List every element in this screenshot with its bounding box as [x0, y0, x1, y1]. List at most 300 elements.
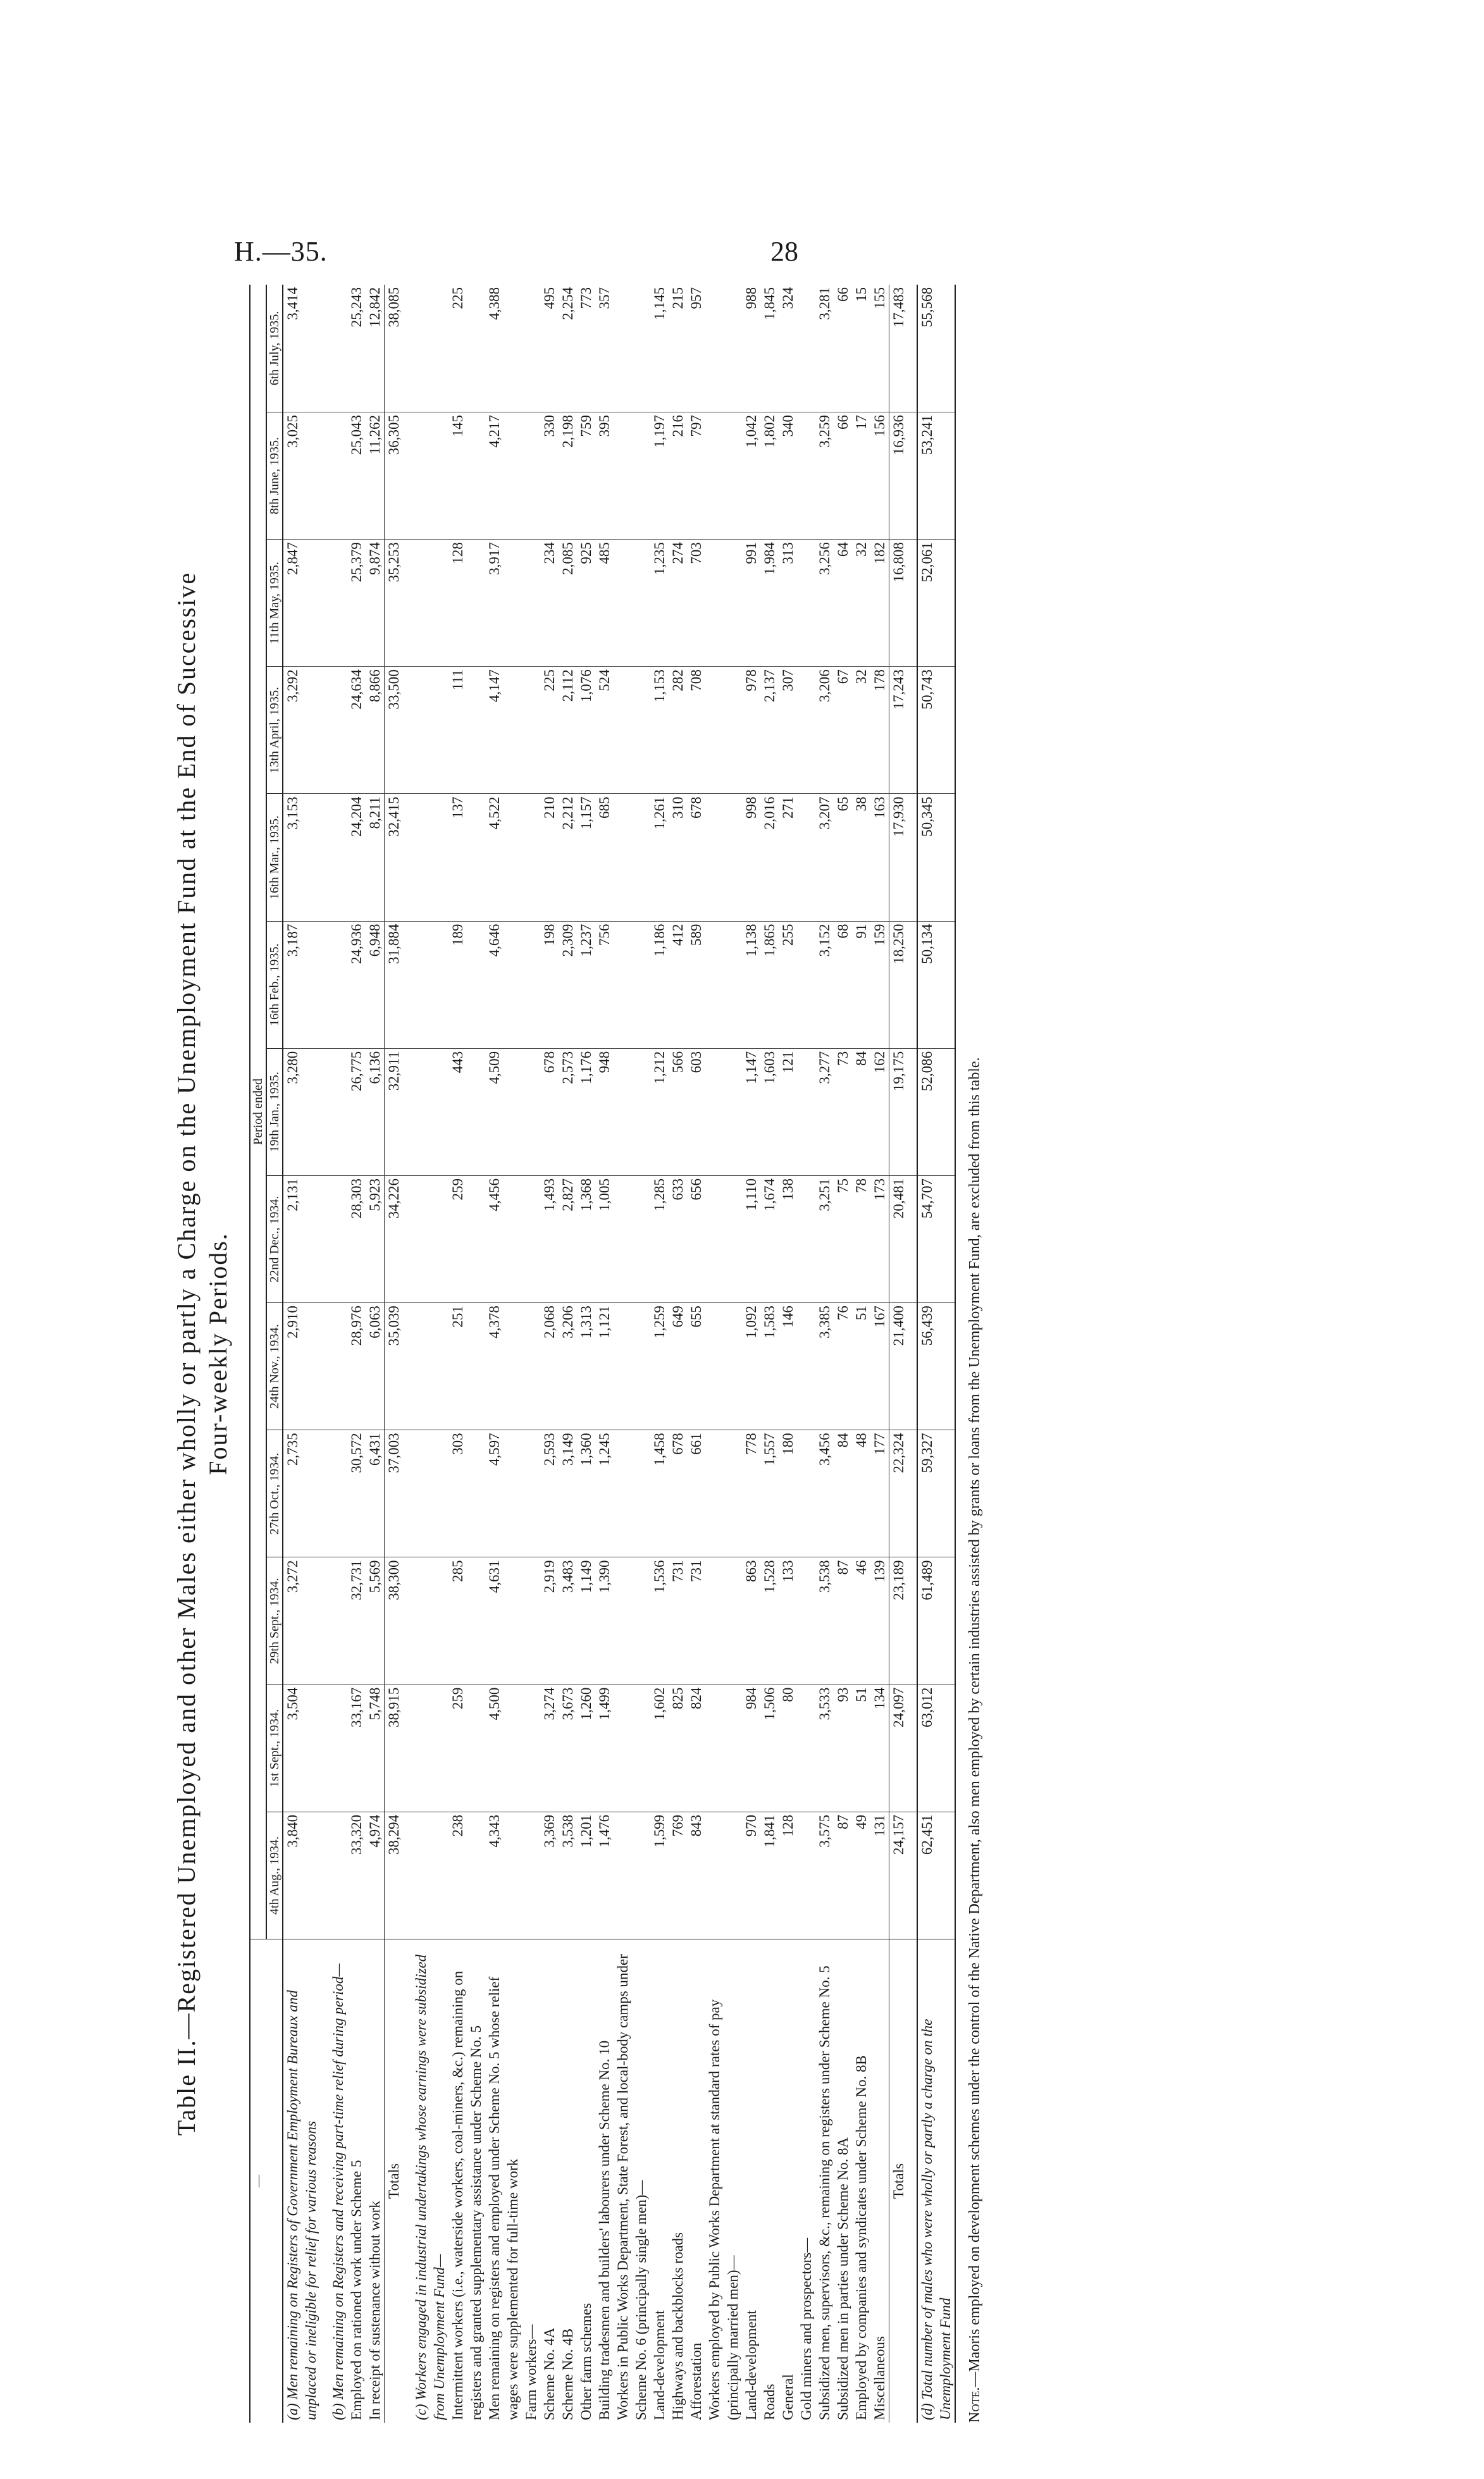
period-column-header: 27th Oct., 1934. [266, 1430, 283, 1557]
value-cell: 1,603 [760, 1048, 779, 1175]
value-cell: 133 [779, 1557, 797, 1685]
value-cell: 131 [870, 1812, 889, 1939]
spacer-row [908, 285, 917, 2423]
totals-row [889, 285, 908, 2423]
value-cell: 182 [870, 540, 889, 667]
value-cell: 35,039 [385, 1303, 404, 1430]
value-cell [522, 412, 540, 539]
value-cell [705, 1430, 742, 1557]
value-cell: 48 [852, 1430, 870, 1557]
row-label: Other farm schemes [577, 1939, 595, 2423]
period-column-header: 1st Sept., 1934. [266, 1685, 283, 1812]
value-cell [320, 1557, 329, 1685]
value-cell [329, 794, 347, 921]
value-cell: 3,414 [283, 285, 320, 412]
value-cell: 1,476 [595, 1812, 614, 1939]
value-cell: 1,841 [760, 1812, 779, 1939]
table-row [760, 285, 779, 2423]
value-cell [522, 1048, 540, 1175]
value-cell: 61,489 [917, 1557, 955, 1685]
value-cell [908, 794, 917, 921]
value-cell: 3,538 [559, 1812, 577, 1939]
value-cell: 2,112 [559, 667, 577, 794]
value-cell: 238 [448, 1812, 485, 1939]
value-cell: 603 [687, 1048, 705, 1175]
value-cell: 28,303 [347, 1175, 366, 1302]
period-column-header: 11th May, 1935. [266, 540, 283, 667]
value-cell: 146 [779, 1303, 797, 1430]
value-cell: 145 [448, 412, 485, 539]
value-cell: 30,572 [347, 1430, 366, 1557]
value-cell: 1,157 [577, 794, 595, 921]
value-cell [412, 1303, 448, 1430]
value-cell: 1,121 [595, 1303, 614, 1430]
value-cell [614, 794, 650, 921]
value-cell: 2,919 [540, 1557, 559, 1685]
value-cell: 189 [448, 921, 485, 1048]
value-cell: 656 [687, 1175, 705, 1302]
value-cell [403, 1812, 412, 1939]
value-cell [412, 794, 448, 921]
value-cell [705, 1303, 742, 1430]
value-cell: 56,439 [917, 1303, 955, 1430]
value-cell: 1,153 [650, 667, 669, 794]
value-cell: 180 [779, 1430, 797, 1557]
value-cell: 843 [687, 1812, 705, 1939]
value-cell: 54,707 [917, 1175, 955, 1302]
value-cell [614, 540, 650, 667]
value-cell: 55,568 [917, 285, 955, 412]
value-cell: 991 [742, 540, 760, 667]
value-cell: 3,206 [815, 667, 834, 794]
value-cell [705, 540, 742, 667]
value-cell: 1,865 [760, 921, 779, 1048]
value-cell: 3,280 [283, 1048, 320, 1175]
value-cell: 4,147 [485, 667, 522, 794]
value-cell: 23,189 [889, 1557, 908, 1685]
value-cell: 4,343 [485, 1812, 522, 1939]
value-cell: 25,043 [347, 412, 366, 539]
value-cell [614, 1303, 650, 1430]
value-cell [797, 540, 815, 667]
value-cell: 38,294 [385, 1812, 404, 1939]
value-cell [329, 1685, 347, 1812]
value-cell [403, 1430, 412, 1557]
value-cell [403, 1048, 412, 1175]
value-cell [908, 1685, 917, 1812]
value-cell: 3,575 [815, 1812, 834, 1939]
value-cell [614, 412, 650, 539]
value-cell [329, 667, 347, 794]
value-cell [614, 921, 650, 1048]
value-cell [320, 1303, 329, 1430]
value-cell: 3,292 [283, 667, 320, 794]
value-cell [412, 1175, 448, 1302]
value-cell [522, 1557, 540, 1685]
table-row [705, 285, 742, 2423]
value-cell: 2,212 [559, 794, 577, 921]
value-cell: 330 [540, 412, 559, 539]
value-cell: 75 [834, 1175, 852, 1302]
value-cell: 34,226 [385, 1175, 404, 1302]
value-cell: 234 [540, 540, 559, 667]
value-cell: 32 [852, 667, 870, 794]
value-cell [908, 1430, 917, 1557]
row-label: Employed by companies and syndicates under Scheme No. 8B [852, 1939, 870, 2423]
value-cell: 773 [577, 285, 595, 412]
value-cell [329, 1175, 347, 1302]
value-cell [403, 1175, 412, 1302]
value-cell: 225 [540, 667, 559, 794]
row-label: Subsidized men in parties under Scheme No. 8A [834, 1939, 852, 2423]
value-cell: 52,086 [917, 1048, 955, 1175]
value-cell [403, 285, 412, 412]
value-cell: 2,198 [559, 412, 577, 539]
value-cell: 111 [448, 667, 485, 794]
row-label: Men remaining on registers and employed under Scheme No. 5 whose relief wages were supplemented for full-time work [485, 1939, 522, 2423]
value-cell: 24,097 [889, 1685, 908, 1812]
table-row [485, 285, 522, 2423]
value-cell: 1,197 [650, 412, 669, 539]
value-cell: 678 [669, 1430, 687, 1557]
value-cell: 28,976 [347, 1303, 366, 1430]
value-cell: 703 [687, 540, 705, 667]
value-cell: 155 [870, 285, 889, 412]
value-cell: 678 [687, 794, 705, 921]
value-cell: 59,327 [917, 1430, 955, 1557]
value-cell: 3,149 [559, 1430, 577, 1557]
value-cell [797, 412, 815, 539]
row-label: Workers employed by Public Works Department at standard rates of pay (principally married men)— [705, 1939, 742, 2423]
value-cell: 3,369 [540, 1812, 559, 1939]
value-cell: 225 [448, 285, 485, 412]
value-cell [403, 1685, 412, 1812]
table-row [669, 285, 687, 2423]
value-cell: 948 [595, 1048, 614, 1175]
value-cell: 36,305 [385, 412, 404, 539]
value-cell: 3,152 [815, 921, 834, 1048]
value-cell: 1,005 [595, 1175, 614, 1302]
value-cell [403, 667, 412, 794]
value-cell [705, 794, 742, 921]
value-cell: 1,506 [760, 1685, 779, 1812]
value-cell [320, 1175, 329, 1302]
value-cell: 1,390 [595, 1557, 614, 1685]
row-label: Highways and backblocks roads [669, 1939, 687, 2423]
value-cell: 324 [779, 285, 797, 412]
value-cell [320, 285, 329, 412]
value-cell [705, 285, 742, 412]
value-cell: 1,583 [760, 1303, 779, 1430]
table-row [779, 285, 797, 2423]
value-cell: 16,808 [889, 540, 908, 667]
value-cell: 2,827 [559, 1175, 577, 1302]
label-column-header: — [250, 1939, 283, 2423]
value-cell: 2,573 [559, 1048, 577, 1175]
value-cell [403, 794, 412, 921]
value-cell: 38,300 [385, 1557, 404, 1685]
value-cell: 32,731 [347, 1557, 366, 1685]
value-cell: 1,237 [577, 921, 595, 1048]
value-cell: 1,845 [760, 285, 779, 412]
table-title-line-1: Table II.—Registered Unemployed and other Males either wholly or partly a Charge on the Unemployment Fund at the End of Successive [172, 571, 201, 2136]
value-cell: 412 [669, 921, 687, 1048]
row-label: Employed on rationed work under Scheme 5 [347, 1939, 366, 2423]
value-cell: 24,634 [347, 667, 366, 794]
value-cell: 1,259 [650, 1303, 669, 1430]
value-cell: 121 [779, 1048, 797, 1175]
value-cell [329, 412, 347, 539]
value-cell: 282 [669, 667, 687, 794]
spacer-row [403, 285, 412, 2423]
period-column-header: 16th Mar., 1935. [266, 794, 283, 921]
value-cell: 2,309 [559, 921, 577, 1048]
value-cell: 4,378 [485, 1303, 522, 1430]
value-cell: 1,147 [742, 1048, 760, 1175]
value-cell: 17,483 [889, 285, 908, 412]
value-cell: 925 [577, 540, 595, 667]
period-column-header: 16th Feb., 1935. [266, 921, 283, 1048]
value-cell: 62,451 [917, 1812, 955, 1939]
value-cell: 1,245 [595, 1430, 614, 1557]
table-row [366, 285, 385, 2423]
value-cell [412, 1048, 448, 1175]
value-cell: 984 [742, 1685, 760, 1812]
value-cell: 988 [742, 285, 760, 412]
value-cell: 1,176 [577, 1048, 595, 1175]
value-cell: 524 [595, 667, 614, 794]
value-cell: 67 [834, 667, 852, 794]
value-cell: 38,085 [385, 285, 404, 412]
table-row [522, 285, 540, 2423]
grand-total-row [917, 285, 955, 2423]
value-cell: 24,157 [889, 1812, 908, 1939]
value-cell: 1,076 [577, 667, 595, 794]
value-cell [522, 1303, 540, 1430]
value-cell [614, 285, 650, 412]
row-label: Workers in Public Works Department, State Forest, and local-body camps under Scheme No. 6 (principally single men)— [614, 1939, 650, 2423]
value-cell [403, 1303, 412, 1430]
row-label: Intermittent workers (i.e., waterside workers, coal-miners, &c.) remaining on registers and granted supplementary assistance under Scheme No. 5 [448, 1939, 485, 2423]
value-cell: 51 [852, 1303, 870, 1430]
value-cell: 2,137 [760, 667, 779, 794]
value-cell: 731 [669, 1557, 687, 1685]
value-cell: 80 [779, 1685, 797, 1812]
value-cell [329, 285, 347, 412]
value-cell [614, 1685, 650, 1812]
value-cell: 1,092 [742, 1303, 760, 1430]
value-cell: 51 [852, 1685, 870, 1812]
value-cell [329, 1557, 347, 1685]
value-cell [522, 794, 540, 921]
page-number: 28 [770, 236, 798, 267]
value-cell: 1,557 [760, 1430, 779, 1557]
value-cell: 1,599 [650, 1812, 669, 1939]
note-heading: Note. [967, 2387, 983, 2423]
value-cell: 128 [448, 540, 485, 667]
value-cell [705, 1175, 742, 1302]
row-label: (d) Total number of males who were wholly or partly a charge on the Unemployment Fund [917, 1939, 955, 2423]
value-cell [614, 1048, 650, 1175]
value-cell: 84 [834, 1430, 852, 1557]
value-cell: 46 [852, 1557, 870, 1685]
value-cell [403, 540, 412, 667]
value-cell [908, 1175, 917, 1302]
value-cell [797, 794, 815, 921]
note-text: —Maoris employed on development schemes under the control of the Native Department, also men employed by certain industries assisted by grants or loans from the Unemployment Fund, are excluded from this table. [967, 1057, 983, 2387]
value-cell: 271 [779, 794, 797, 921]
value-cell: 5,569 [366, 1557, 385, 1685]
period-column-header: 8th June, 1935. [266, 412, 283, 539]
header-row-period [250, 285, 266, 2423]
value-cell: 156 [870, 412, 889, 539]
row-label: Scheme No. 4A [540, 1939, 559, 2423]
value-cell [908, 1557, 917, 1685]
value-cell [329, 540, 347, 667]
value-cell: 134 [870, 1685, 889, 1812]
value-cell: 1,260 [577, 1685, 595, 1812]
value-cell: 1,042 [742, 412, 760, 539]
value-cell: 17 [852, 412, 870, 539]
value-cell: 863 [742, 1557, 760, 1685]
value-cell: 52,061 [917, 540, 955, 667]
value-cell: 3,272 [283, 1557, 320, 1685]
value-cell: 3,153 [283, 794, 320, 921]
row-label: In receipt of sustenance without work [366, 1939, 385, 2423]
value-cell [797, 1812, 815, 1939]
value-cell [908, 285, 917, 412]
value-cell: 37,003 [385, 1430, 404, 1557]
value-cell: 11,262 [366, 412, 385, 539]
value-cell: 1,261 [650, 794, 669, 921]
value-cell [412, 667, 448, 794]
value-cell [412, 1685, 448, 1812]
value-cell: 93 [834, 1685, 852, 1812]
value-cell: 50,743 [917, 667, 955, 794]
value-cell: 33,320 [347, 1812, 366, 1939]
value-cell: 4,597 [485, 1430, 522, 1557]
value-cell [522, 1812, 540, 1939]
value-cell [614, 1430, 650, 1557]
value-cell: 25,379 [347, 540, 366, 667]
table-row [577, 285, 595, 2423]
value-cell: 303 [448, 1430, 485, 1557]
row-label: Roads [760, 1939, 779, 2423]
value-cell: 589 [687, 921, 705, 1048]
value-cell [797, 285, 815, 412]
value-cell: 2,131 [283, 1175, 320, 1302]
value-cell: 1,110 [742, 1175, 760, 1302]
value-cell: 978 [742, 667, 760, 794]
value-cell: 1,313 [577, 1303, 595, 1430]
value-cell [522, 1430, 540, 1557]
row-label: Building tradesmen and builders' labourers under Scheme No. 10 [595, 1939, 614, 2423]
value-cell: 32 [852, 540, 870, 667]
value-cell: 216 [669, 412, 687, 539]
value-cell [412, 1812, 448, 1939]
table-row [852, 285, 870, 2423]
value-cell: 4,217 [485, 412, 522, 539]
value-cell: 178 [870, 667, 889, 794]
period-column-header: 13th April, 1935. [266, 667, 283, 794]
value-cell: 655 [687, 1303, 705, 1430]
value-cell: 1,186 [650, 921, 669, 1048]
value-cell: 255 [779, 921, 797, 1048]
value-cell: 3,385 [815, 1303, 834, 1430]
value-cell: 3,206 [559, 1303, 577, 1430]
value-cell [320, 1812, 329, 1939]
value-cell: 443 [448, 1048, 485, 1175]
row-label: Farm workers— [522, 1939, 540, 2423]
value-cell: 5,923 [366, 1175, 385, 1302]
value-cell: 25,243 [347, 285, 366, 412]
value-cell: 65 [834, 794, 852, 921]
value-cell: 769 [669, 1812, 687, 1939]
value-cell: 8,211 [366, 794, 385, 921]
value-cell [412, 1557, 448, 1685]
value-cell: 2,068 [540, 1303, 559, 1430]
value-cell: 4,456 [485, 1175, 522, 1302]
value-cell: 2,016 [760, 794, 779, 921]
table-row [347, 285, 366, 2423]
value-cell: 708 [687, 667, 705, 794]
table-row [687, 285, 705, 2423]
row-label [908, 1939, 917, 2423]
value-cell: 3,207 [815, 794, 834, 921]
value-cell: 17,243 [889, 667, 908, 794]
value-cell: 66 [834, 285, 852, 412]
value-cell: 64 [834, 540, 852, 667]
period-column-header: 19th Jan., 1935. [266, 1048, 283, 1175]
period-column-header: 29th Sept., 1934. [266, 1557, 283, 1685]
value-cell: 8,866 [366, 667, 385, 794]
spacer-row [320, 285, 329, 2423]
value-cell: 2,847 [283, 540, 320, 667]
unemployment-table [249, 285, 956, 2423]
value-cell [522, 921, 540, 1048]
row-label: Land-development [650, 1939, 669, 2423]
value-cell: 3,533 [815, 1685, 834, 1812]
value-cell: 274 [669, 540, 687, 667]
value-cell: 24,204 [347, 794, 366, 921]
value-cell: 50,134 [917, 921, 955, 1048]
table-row [834, 285, 852, 2423]
value-cell: 778 [742, 1430, 760, 1557]
value-cell: 2,593 [540, 1430, 559, 1557]
table-title-line-2: Four-weekly Periods. [204, 1232, 232, 1475]
value-cell: 3,274 [540, 1685, 559, 1812]
value-cell [329, 1430, 347, 1557]
period-column-header: 24th Nov., 1934. [266, 1303, 283, 1430]
value-cell: 759 [577, 412, 595, 539]
value-cell: 1,368 [577, 1175, 595, 1302]
row-label: (b) Men remaining on Registers and receiving part-time relief during period— [329, 1939, 347, 2423]
value-cell: 210 [540, 794, 559, 921]
value-cell: 33,167 [347, 1685, 366, 1812]
value-cell [522, 540, 540, 667]
value-cell: 633 [669, 1175, 687, 1302]
value-cell: 1,235 [650, 540, 669, 667]
value-cell: 1,138 [742, 921, 760, 1048]
value-cell: 3,277 [815, 1048, 834, 1175]
value-cell [403, 412, 412, 539]
value-cell: 31,884 [385, 921, 404, 1048]
table-row [283, 285, 320, 2423]
value-cell: 215 [669, 285, 687, 412]
value-cell: 2,085 [559, 540, 577, 667]
value-cell: 19,175 [889, 1048, 908, 1175]
value-cell: 3,840 [283, 1812, 320, 1939]
